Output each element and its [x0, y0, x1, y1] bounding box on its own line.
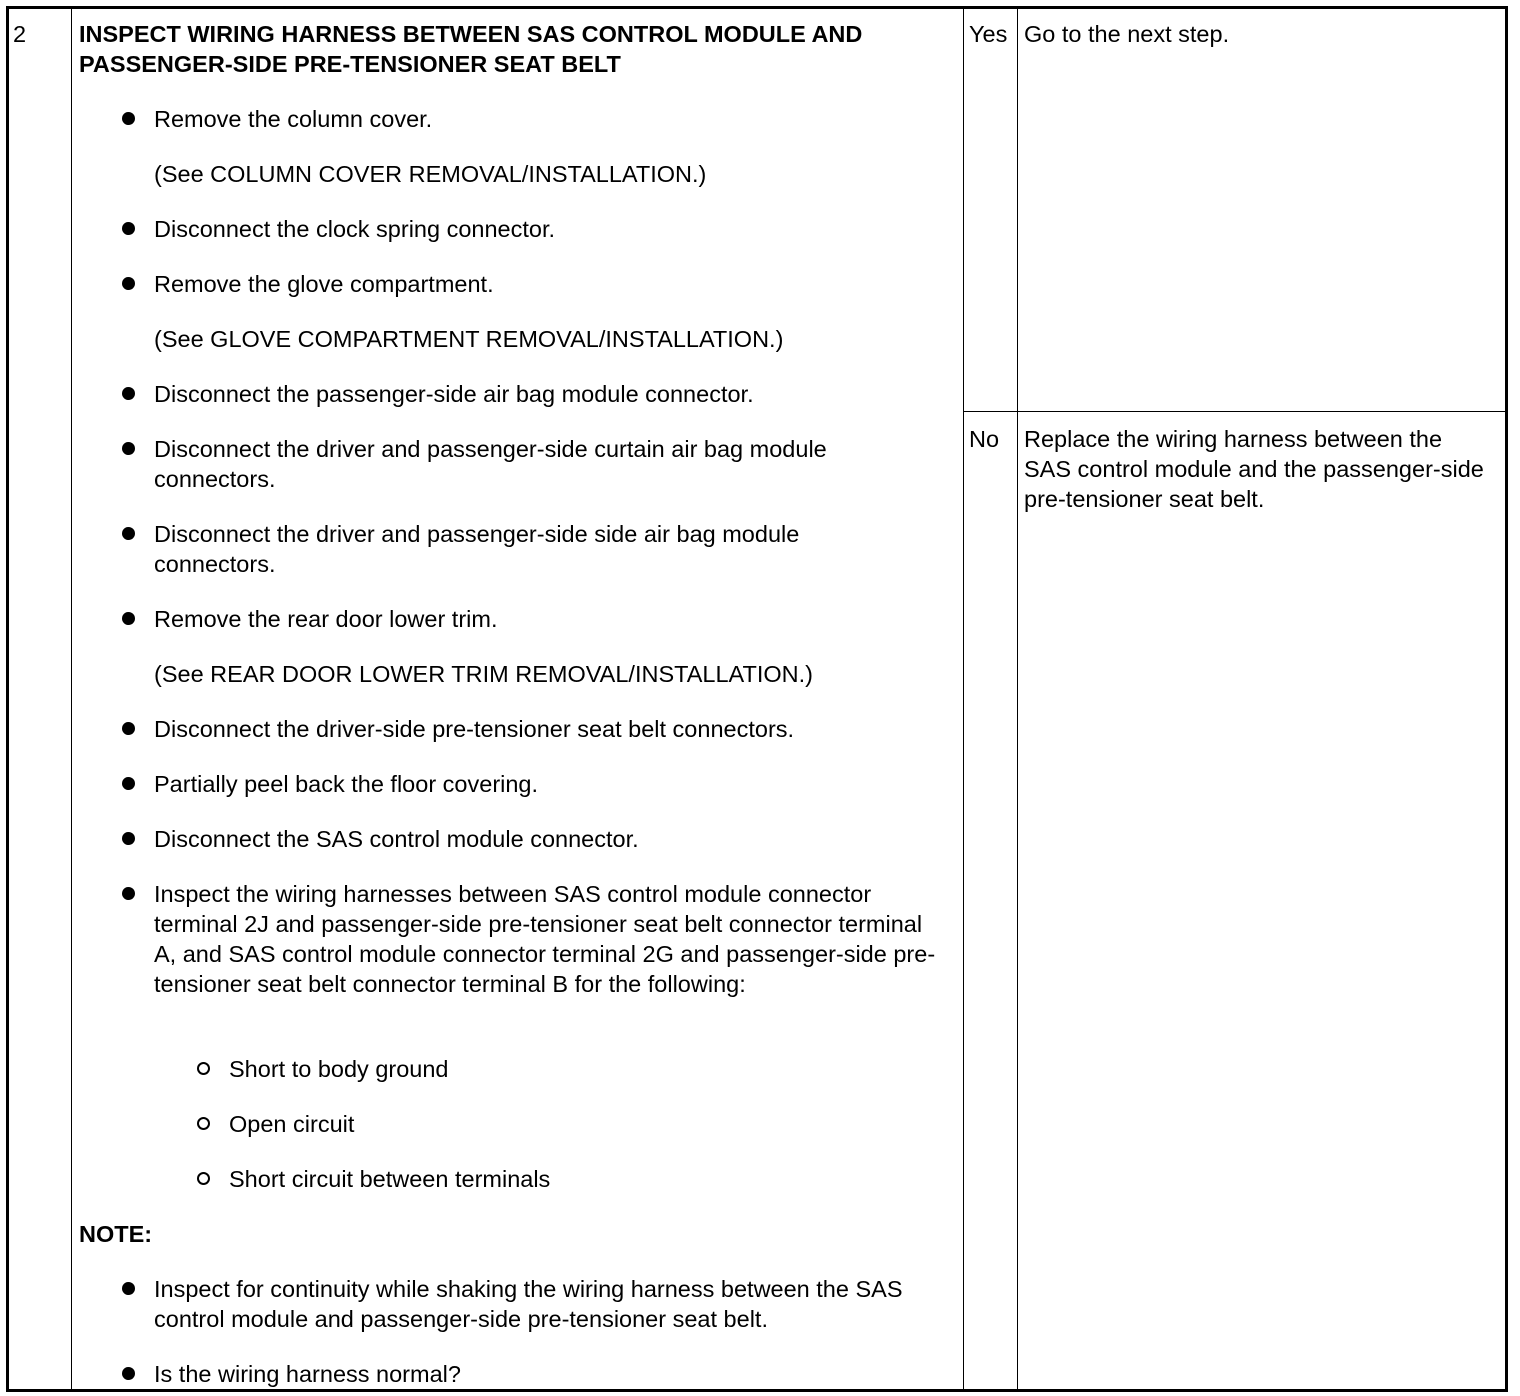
- note-label: NOTE:: [79, 1221, 153, 1247]
- list-item: Remove the column cover.: [154, 104, 944, 134]
- step-number: 2: [13, 21, 27, 47]
- answer-yes: Yes: [969, 21, 1008, 47]
- reference-note: (See REAR DOOR LOWER TRIM REMOVAL/INSTALLATION.): [154, 661, 813, 687]
- action-no: Replace the wiring harness between the SAS control module and the passenger-side pre-tensioner seat belt.: [1024, 426, 1484, 512]
- list-item: Remove the rear door lower trim.: [154, 604, 944, 634]
- reference-note: (See GLOVE COMPARTMENT REMOVAL/INSTALLATION.): [154, 326, 784, 352]
- sub-list-item: Short circuit between terminals: [229, 1164, 929, 1194]
- procedure-table: [6, 6, 1508, 1392]
- list-item: Disconnect the driver and passenger-side side air bag module connectors.: [154, 519, 874, 579]
- question-item: Is the wiring harness normal?: [154, 1359, 944, 1389]
- action-yes: Go to the next step.: [1024, 21, 1230, 47]
- list-item: Disconnect the passenger-side air bag module connector.: [154, 379, 944, 409]
- sub-list-item: Short to body ground: [229, 1054, 929, 1084]
- sub-list-item: Open circuit: [229, 1109, 929, 1139]
- reference-note: (See COLUMN COVER REMOVAL/INSTALLATION.): [154, 161, 707, 187]
- column-divider-answer: [963, 9, 964, 1389]
- column-divider-step: [71, 9, 72, 1389]
- result-row-divider: [963, 411, 1505, 412]
- list-item: Disconnect the driver and passenger-side curtain air bag module connectors.: [154, 434, 894, 494]
- column-divider-action: [1017, 9, 1018, 1389]
- step-title: INSPECT WIRING HARNESS BETWEEN SAS CONTROL MODULE AND PASSENGER-SIDE PRE-TENSIONER SEAT BELT: [79, 21, 863, 77]
- list-item: Inspect the wiring harnesses between SAS control module connector terminal 2J and passenger-side pre-tensioner seat belt connector terminal A, and SAS control module connector terminal 2G and passenger-side pre-tensioner seat belt connector terminal B for the following:: [154, 879, 944, 999]
- list-item: Disconnect the SAS control module connector.: [154, 824, 944, 854]
- list-item: Remove the glove compartment.: [154, 269, 944, 299]
- list-item: Partially peel back the floor covering.: [154, 769, 944, 799]
- note-item: Inspect for continuity while shaking the wiring harness between the SAS control module and passenger-side pre-tensioner seat belt.: [154, 1274, 914, 1334]
- list-item: Disconnect the clock spring connector.: [154, 214, 944, 244]
- answer-no: No: [969, 426, 1000, 452]
- list-item: Disconnect the driver-side pre-tensioner seat belt connectors.: [154, 714, 944, 744]
